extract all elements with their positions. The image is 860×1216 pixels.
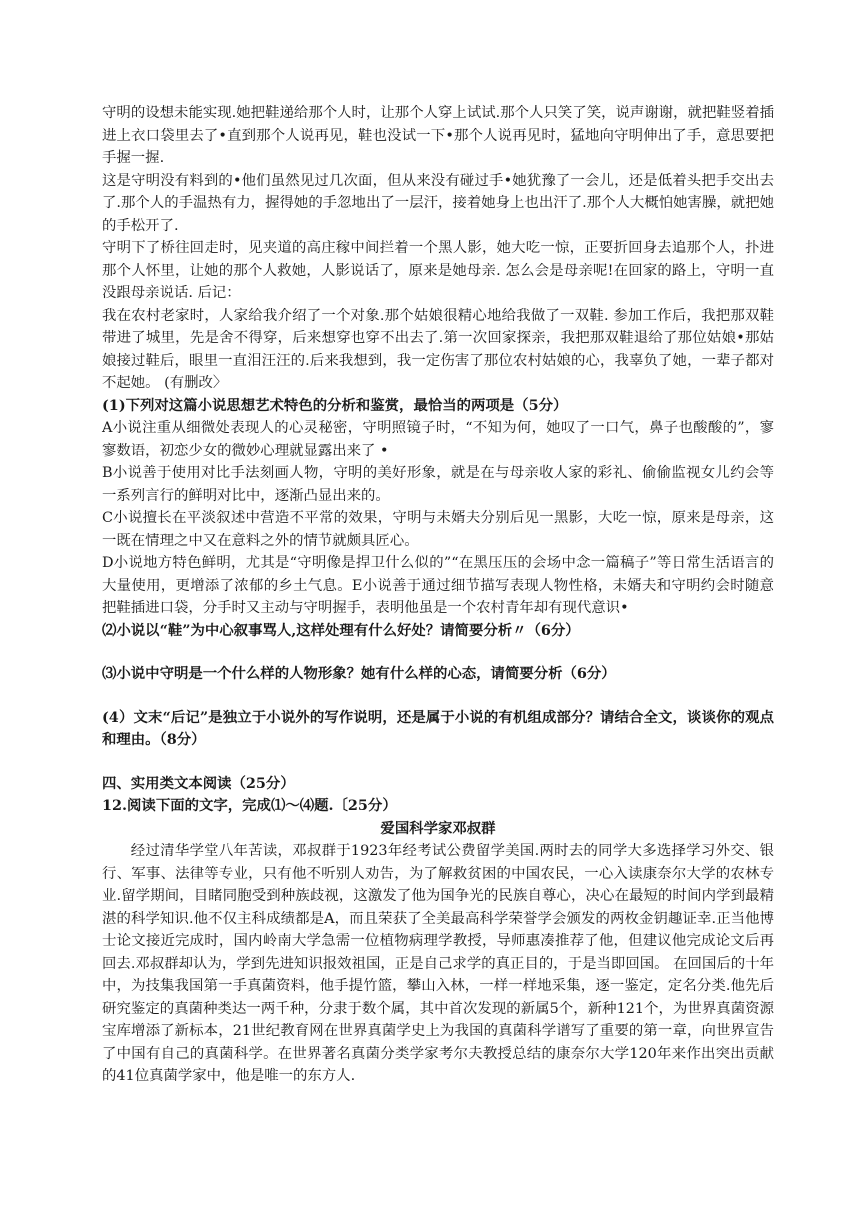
story-paragraph-2: 这是守明没有料到的•他们虽然见过几次面，但从来没有碰过手•她犹豫了一会儿，还是低着头把手交出去了.那个人的手温热有力，握得她的手忽地出了一层汗，接着她身上也出汗了.那个人大概怕她害臊，就把她的手松开了. — [102, 172, 774, 234]
question-1-option-b: B小说善于使用对比手法刻画人物，守明的美好形象，就是在与母亲收人家的彩礼、偷偷监视女儿约会等一系列言行的鲜明对比中，逐渐凸显出来的。 — [102, 465, 774, 504]
question-1-option-d-e: D小说地方特色鲜明，尤其是“守明像是捍卫什么似的”“在黑压压的会场中念一篇稿子”等日常生活语言的大量使用，更增添了浓郁的乡土气息。E小说善于通过细节描写表现人物性格，未婿夫和守明约会时随意把鞋插进口袋，分手时又主动与守明握手，表明他虽是一个农村青年却有现代意识• — [102, 555, 774, 616]
story-paragraph-1: 守明的设想未能实现.她把鞋递给那个人时，让那个人穿上试试.那个人只笑了笑，说声谢谢，就把鞋竖着插进上衣口袋里去了•直到那个人说再见，鞋也没试一下•那个人说再见时，猛地向守明伸出了手，意思要把手握一握. — [102, 105, 774, 166]
answer-space-3 — [102, 686, 774, 707]
article-body: 经过清华学堂八年苦读，邓叔群于1923年经考试公费留学美国.两时去的同学大多选择学习外交、银行、军事、法律等专业，只有他不听别人劝告，为了解救贫困的中国农民，一心入读康奈尔大学的农林专业.留学期间，目睹同胞受到种族歧视，这激发了他为国争光的民族自尊心，决心在最短的时间内学到最精湛的科学知识.他不仅主科成绩都是A，而且荣获了全美最高科学荣誉学会颁发的两枚金钥趣证幸.正当他博士论文接近完成时，国内岭南大学急需一位植物病理学教授，导师惠凑推荐了他，但建议他完成论文后再回去.邓叔群却认为，学到先进知识报效祖国，正是自己求学的真正目的，于是当即回国。 在回国后的十年中，为技集我国第一手真菌资料，他手提竹篮，攀山入林，一样一样地采集，逐一鉴定，定名分类.他先后研究鉴定的真菌种类达一两千种，分隶于数个属，其中首次发现的新属5个，新种121个，为世界真菌资源宝库增添了新标本，21世纪教育网在世界真菌学史上为我国的真菌科学谱写了重要的第一章，向世界宣告了中国有自己的真菌科学。在世界著名真菌分类学家考尔夫教授总结的康奈尔大学120年来作出突出贡献的41位真菌学家中，他是唯一的东方人. — [102, 843, 774, 1084]
document-page — [102, 102, 774, 1088]
answer-space-2 — [102, 642, 774, 663]
section-heading: 四、实用类文本阅读（25分） — [102, 774, 295, 792]
question-4: (4）文末“后记”是独立于小说外的写作说明，还是属于小说的有机组成部分？请结合全文，谈谈你的观点和理由。（8分） — [102, 708, 774, 748]
question-1-option-a: A小说注重从细微处表现人的心灵秘密，守明照镜子时，“不知为何，她叹了一口气，鼻子也酸酸的”，寥寥数语，初恋少女的微妙心理就显露出来了 • — [102, 420, 774, 459]
story-paragraph-3: 守明下了桥往回走时，见夹道的高庄稼中间拦着一个黑人影，她大吃一惊，正要折回身去追那个人，扑进那个人怀里，让她的那个人救她，人影说话了，原来是她母亲. 怎么会是母亲呢!在回家的路上，守明一直没跟母亲说话. 后记： — [102, 240, 774, 301]
answer-space-4 — [102, 752, 774, 773]
question-1-stem: (1)下列对这篇小说思想艺术特色的分析和鉴赏，最恰当的两项是（5分） — [102, 396, 568, 414]
question-2: ⑵小说以“鞋”为中心叙事骂人,这样处理有什么好处？请简要分析〃（6分） — [102, 621, 580, 639]
question-12-stem: 12.阅读下面的文字，完成⑴～⑷题.〔25分） — [102, 797, 397, 814]
story-paragraph-4: 我在农村老家时，人家给我介绍了一个对象.那个姑娘很精心地给我做了一双鞋. 参加工作后，我把那双鞋带进了城里，先是舍不得穿，后来想穿也穿不出去了.第一次回家探亲，我把那双鞋退给了那位姑娘•那姑娘接过鞋后，眼里一直泪汪汪的.后来我想到，我一定伤害了那位农村姑娘的心，我辜负了她，一辈子都对不起她。 (有删改〉 — [102, 307, 774, 391]
article-title: 爱国科学家邓叔群 — [380, 819, 496, 837]
question-1-option-c: C小说擅长在平淡叙述中营造不平常的效果，守明与未婿夫分别后见一黑影，大吃一惊，原来是母亲，这一既在情理之中又在意料之外的情节就颇具匠心。 — [102, 510, 774, 549]
question-3: ⑶小说中守明是一个什么样的人物形象？她有什么样的心态，请简要分析（6分） — [102, 665, 616, 682]
